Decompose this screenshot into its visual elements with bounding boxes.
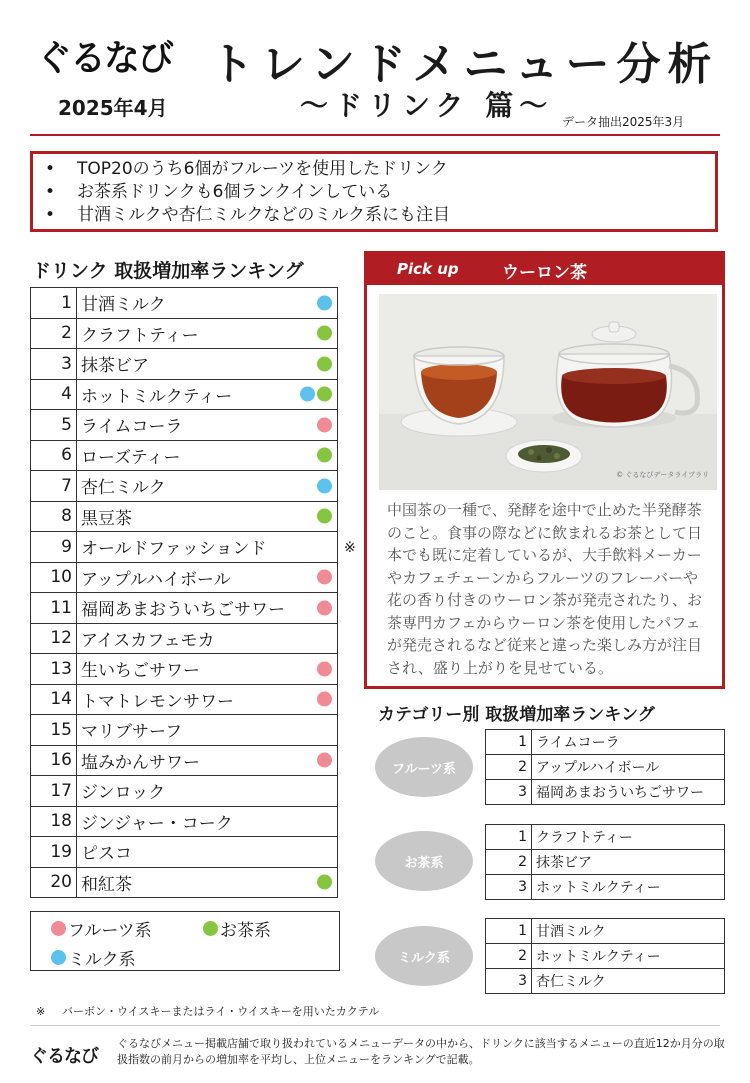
pickup-description: 中国茶の一種で、発酵を途中で止めた半発酵茶のこと。食事の際などに飲まれるお茶として日本でも既に定着しているが、大手飲料メーカーやカフェチェーンからフルーツのフレーバーや花の香り付きのウーロン茶が発売されたり、お茶専門カフェからウーロン茶を使用したパフェが発売されるなど従来と違った楽しみ方が注目され、盛り上がりを見せている。 xyxy=(387,501,703,677)
rank-number: 5 xyxy=(31,410,77,441)
drink-cell xyxy=(77,806,338,837)
tea-dot-icon xyxy=(317,448,332,463)
legend-label: お茶系 xyxy=(220,921,271,941)
drink-cell xyxy=(77,654,338,685)
footnote-text: バーボン・ウイスキーまたはライ・ウイスキーを用いたカクテル xyxy=(62,1005,380,1018)
drink-name: ジンロック xyxy=(81,783,166,804)
category-ranking-title: カテゴリー別 取扱増加率ランキング xyxy=(378,705,655,725)
rank-number: 14 xyxy=(31,684,77,715)
table-row xyxy=(31,837,338,868)
table-row xyxy=(31,410,338,441)
drink-cell xyxy=(77,410,338,441)
drink-cell xyxy=(77,867,338,898)
tea-dot-icon xyxy=(317,387,332,402)
rank-number: 9 xyxy=(31,532,77,563)
table-row xyxy=(486,919,725,944)
footnote xyxy=(36,1003,379,1019)
drink-name: オールドファッションド xyxy=(81,539,267,560)
summary-item: • 甘酒ミルクや杏仁ミルクなどのミルク系にも注目 xyxy=(45,204,715,227)
table-row xyxy=(486,969,725,994)
drink-name: アップルハイボール xyxy=(532,755,725,780)
drink-name: 抹茶ビア xyxy=(532,850,725,875)
pickup-drink-name: ウーロン茶 xyxy=(502,263,587,283)
category-dots xyxy=(317,509,332,524)
fruit-dot-icon xyxy=(317,753,332,768)
rank-number: 20 xyxy=(31,867,77,898)
category-dots xyxy=(317,661,332,676)
category-dots xyxy=(317,692,332,707)
tea-dot-icon xyxy=(317,356,332,371)
rank-number: 2 xyxy=(31,318,77,349)
oolong-tea-photo xyxy=(379,294,717,490)
table-row xyxy=(31,806,338,837)
drink-cell xyxy=(77,379,338,410)
rank-number: 6 xyxy=(31,440,77,471)
drink-cell xyxy=(77,623,338,654)
drink-cell xyxy=(77,349,338,380)
table-row xyxy=(31,715,338,746)
drink-cell xyxy=(77,593,338,624)
table-row xyxy=(31,349,338,380)
drink-name: ホットミルクティー xyxy=(532,875,725,900)
legend-tea xyxy=(203,916,271,941)
rank-number: 1 xyxy=(486,730,532,755)
category-dots xyxy=(317,478,332,493)
rank-number: 7 xyxy=(31,471,77,502)
rank-number: 4 xyxy=(31,379,77,410)
category-label-tea: お茶系 xyxy=(375,831,473,891)
drink-name: 甘酒ミルク xyxy=(532,919,725,944)
drink-cell xyxy=(77,532,338,563)
rank-number: 2 xyxy=(486,755,532,780)
table-row xyxy=(31,471,338,502)
table-row xyxy=(486,850,725,875)
oolong-tea-illustration xyxy=(379,294,717,490)
drink-name: トマトレモンサワー xyxy=(81,691,234,712)
rank-number: 1 xyxy=(31,288,77,319)
category-dots xyxy=(317,295,332,310)
page-title: トレンドメニュー分析 xyxy=(210,39,719,90)
table-row xyxy=(486,825,725,850)
drink-name: 杏仁ミルク xyxy=(81,478,166,499)
data-extract-note: データ抽出2025年3月 xyxy=(562,115,685,129)
table-row xyxy=(31,562,338,593)
table-row xyxy=(31,684,338,715)
table-row xyxy=(486,780,725,805)
milk-dot-icon xyxy=(51,950,66,965)
drink-name: ホットミルクティー xyxy=(532,944,725,969)
drink-name: 福岡あまおういちごサワー xyxy=(81,600,285,621)
rank-number: 18 xyxy=(31,806,77,837)
drink-name: クラフトティー xyxy=(81,325,199,346)
category-dots xyxy=(317,570,332,585)
legend-fruit xyxy=(51,916,152,941)
rank-number: 16 xyxy=(31,745,77,776)
tea-dot-icon xyxy=(203,921,218,936)
fruit-dot-icon xyxy=(317,417,332,432)
table-row xyxy=(31,654,338,685)
tea-dot-icon xyxy=(317,509,332,524)
drink-name: 抹茶ビア xyxy=(81,356,149,377)
drink-name: 福岡あまおういちごサワー xyxy=(532,780,725,805)
header-divider xyxy=(30,134,720,136)
drink-cell xyxy=(77,715,338,746)
category-dots xyxy=(317,417,332,432)
drink-cell xyxy=(77,562,338,593)
summary-box xyxy=(30,151,718,232)
drink-name: 和紅茶 xyxy=(81,874,132,895)
table-row xyxy=(31,318,338,349)
rank-number: 2 xyxy=(486,850,532,875)
drink-name: アイスカフェモカ xyxy=(81,630,215,651)
drink-name: ホットミルクティー xyxy=(81,386,233,407)
drink-name: 生いちごサワー xyxy=(81,661,200,682)
milk-dot-icon xyxy=(300,387,315,402)
legend-label: フルーツ系 xyxy=(68,921,152,941)
milk-dot-icon xyxy=(317,478,332,493)
category-label-fruit: フルーツ系 xyxy=(375,737,473,797)
pickup-panel xyxy=(364,251,725,689)
category-dots xyxy=(300,387,332,402)
summary-item: • TOP20のうち6個がフルーツを使用したドリンク xyxy=(45,158,715,181)
category-dots xyxy=(317,448,332,463)
drink-cell xyxy=(77,440,338,471)
drink-cell xyxy=(77,501,338,532)
category-legend xyxy=(30,911,340,971)
drink-name: ジンジャー・コーク xyxy=(81,813,233,834)
gurunavi-logo: ぐるなび xyxy=(36,38,173,79)
tea-dot-icon xyxy=(317,875,332,890)
rank-number: 11 xyxy=(31,593,77,624)
table-row xyxy=(486,730,725,755)
rank-number: 12 xyxy=(31,623,77,654)
rank-number: 17 xyxy=(31,776,77,807)
category-dots xyxy=(317,326,332,341)
summary-item: • お茶系ドリンクも6個ランクインしている xyxy=(45,181,715,204)
rank-number: 3 xyxy=(486,969,532,994)
fruit-dot-icon xyxy=(51,921,66,936)
summary-list xyxy=(45,158,715,227)
footnote-mark: ※ xyxy=(344,540,356,556)
table-row xyxy=(31,867,338,898)
rank-number: 15 xyxy=(31,715,77,746)
drink-cell xyxy=(77,745,338,776)
rank-number: 3 xyxy=(486,780,532,805)
drink-name: ローズティー xyxy=(81,447,181,468)
fruit-dot-icon xyxy=(317,661,332,676)
footer-description: ぐるなびメニュー掲載店舗で取り扱われているメニューデータの中から、ドリンクに該当するメニューの直近12か月分の取扱指数の前月からの増加率を平均し、上位メニューをランキングで記載。 xyxy=(117,1037,725,1066)
drink-cell xyxy=(77,288,338,319)
drink-cell xyxy=(77,471,338,502)
report-month: 2025年4月 xyxy=(58,96,168,120)
table-row xyxy=(31,593,338,624)
drink-cell xyxy=(77,684,338,715)
rank-number: 10 xyxy=(31,562,77,593)
photo-credit: © ぐるなびデータライブラリ xyxy=(616,471,709,479)
fruit-dot-icon xyxy=(317,570,332,585)
category-table-milk xyxy=(485,918,725,994)
footer-divider xyxy=(30,1025,720,1026)
rank-number: 8 xyxy=(31,501,77,532)
footer-logo: ぐるなび xyxy=(30,1046,98,1067)
table-row xyxy=(31,745,338,776)
table-row xyxy=(31,288,338,319)
rank-number: 1 xyxy=(486,919,532,944)
pickup-header xyxy=(367,254,722,285)
table-row xyxy=(31,379,338,410)
fruit-dot-icon xyxy=(317,692,332,707)
drink-name: 杏仁ミルク xyxy=(532,969,725,994)
rank-number: 3 xyxy=(486,875,532,900)
drink-name: ライムコーラ xyxy=(532,730,725,755)
drink-name: 甘酒ミルク xyxy=(81,295,166,316)
rank-number: 19 xyxy=(31,837,77,868)
footnote-symbol: ※ xyxy=(36,1005,46,1018)
category-dots xyxy=(317,356,332,371)
drink-cell xyxy=(77,776,338,807)
drink-name: クラフトティー xyxy=(532,825,725,850)
drink-name: アップルハイボール xyxy=(81,569,231,590)
table-row xyxy=(31,501,338,532)
table-row xyxy=(31,623,338,654)
ranking-table xyxy=(30,287,338,898)
pickup-label: Pick up xyxy=(397,260,459,278)
drink-cell xyxy=(77,837,338,868)
rank-number: 13 xyxy=(31,654,77,685)
table-row xyxy=(486,875,725,900)
table-row xyxy=(486,755,725,780)
drink-name: 塩みかんサワー xyxy=(81,752,200,773)
rank-number: 2 xyxy=(486,944,532,969)
rank-number: 3 xyxy=(31,349,77,380)
drink-name: マリブサーフ xyxy=(81,722,183,743)
table-row xyxy=(31,532,338,563)
legend-milk xyxy=(51,945,136,970)
milk-dot-icon xyxy=(317,295,332,310)
category-dots xyxy=(317,600,332,615)
drink-name: ピスコ xyxy=(81,844,132,865)
category-table-fruit xyxy=(485,729,725,805)
category-dots xyxy=(317,753,332,768)
table-row xyxy=(31,776,338,807)
drink-name: 黒豆茶 xyxy=(81,508,132,529)
rank-number: 1 xyxy=(486,825,532,850)
fruit-dot-icon xyxy=(317,600,332,615)
page-subtitle: ～ドリンク 篇～ xyxy=(300,89,554,122)
table-row xyxy=(486,944,725,969)
legend-label: ミルク系 xyxy=(68,950,136,970)
table-row xyxy=(31,440,338,471)
category-label-milk: ミルク系 xyxy=(375,926,473,986)
ranking-title: ドリンク 取扱増加率ランキング xyxy=(32,260,304,282)
drink-name: ライムコーラ xyxy=(81,417,183,438)
tea-dot-icon xyxy=(317,326,332,341)
drink-cell xyxy=(77,318,338,349)
category-dots xyxy=(317,875,332,890)
category-table-tea xyxy=(485,824,725,900)
